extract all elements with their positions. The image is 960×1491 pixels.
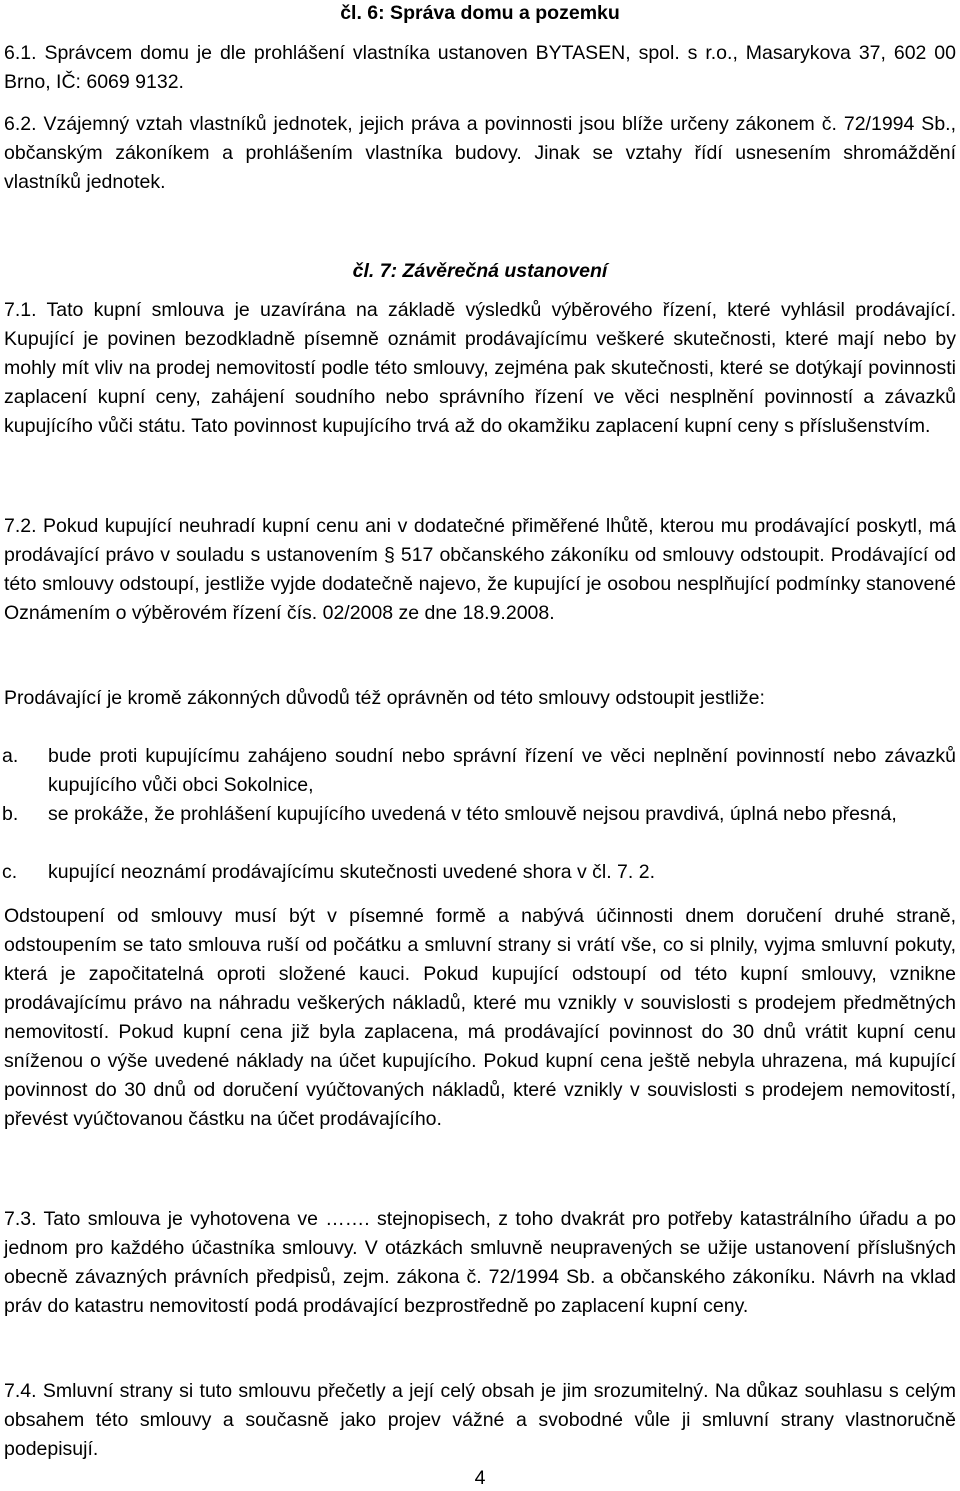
list-marker: c. — [2, 861, 18, 883]
paragraph-6-2: 6.2. Vzájemný vztah vlastníků jednotek, jejich práva a povinnosti jsou blíže určeny zákonem č. 72/1994 Sb., občanským zákoníkem a prohlášením vlastníka budovy. Jinak se vztahy řídí usnesením shromáždění vlastníků jednotek. — [4, 113, 956, 193]
list-item — [2, 800, 956, 829]
list-item — [2, 858, 956, 887]
paragraph-7-1: 7.1. Tato kupní smlouva je uzavírána na základě výsledků výběrového řízení, které vyhlásil prodávající. Kupující je povinen bezodkladně písemně oznámit prodávajícímu veškeré skutečnosti, které mají nebo by mohly mít vliv na prodej nemovitostí podle této smlouvy, zejména pak skutečnosti, které se dotýkají povinnosti zaplacení kupní ceny, zahájení soudního nebo správního řízení ve věci nesplnění povinností a závazků kupujícího vůči státu. Tato povinnost kupujícího trvá až do okamžiku zaplacení kupní ceny s příslušenstvím. — [4, 299, 956, 437]
paragraph-7-4: 7.4. Smluvní strany si tuto smlouvu přečetly a její celý obsah je jim srozumitelný. Na důkaz souhlasu s celým obsahem této smlouvy a současně jako projev vážné a svobodné vůle ji smluvní strany vlastnoručně podepisují. — [4, 1380, 956, 1460]
list-marker: b. — [2, 803, 19, 825]
paragraph-7-3: 7.3. Tato smlouva je vyhotovena ve ……. stejnopisech, z toho dvakrát pro potřeby katastrálního úřadu a po jednom pro každého účastníka smlouvy. V otázkách smluvně neupravených se užije ustanovení příslušných obecně závazných právních předpisů, zejm. zákona č. 72/1994 Sb. a občanského zákoníku. Návrh na vklad práv do katastru nemovitostí podá prodávající bezprostředně po zaplacení kupní ceny. — [4, 1208, 956, 1317]
list-item-text: se prokáže, že prohlášení kupujícího uvedená v této smlouvě nejsou pravdivá, úplná nebo přesná, — [48, 803, 897, 825]
list-item-text: bude proti kupujícímu zahájeno soudní nebo správní řízení ve věci neplnění povinností nebo závazků kupujícího vůči obci Sokolnice, — [48, 745, 956, 796]
list-item-text: kupující neoznámí prodávajícímu skutečnosti uvedené shora v čl. 7. 2. — [48, 861, 655, 883]
paragraph-withdrawal-intro: Prodávající je kromě zákonných důvodů též oprávněn od této smlouvy odstoupit jestliže: — [4, 687, 765, 709]
paragraph-withdrawal-effect: Odstoupení od smlouvy musí být v písemné formě a nabývá účinnosti dnem doručení druhé straně, odstoupením se tato smlouva ruší od počátku a smluvní strany si vrátí vše, co si plnily, vyjma smluvní pokuty, která je započitatelná oproti složené kauci. Pokud kupující odstoupí od této kupní smlouvy, vznikne prodávajícímu právo na náhradu veškerých nákladů, které mu vznikly v souvislosti s prodejem předmětných nemovitostí. Pokud kupní cena již byla zaplacena, má prodávající povinnost do 30 dnů vrátit kupní cenu sníženou o výše uvedené náklady na účet kupujícího. Pokud kupní cena ještě nebyla uhrazena, má kupující povinnost do 30 dnů od doručení vyúčtovaných nákladů, které vznikly v souvislosti s prodejem nemovitostí, převést vyúčtovanou částku na účet prodávajícího. — [4, 905, 956, 1130]
paragraph-6-1: 6.1. Správcem domu je dle prohlášení vlastníka ustanoven BYTASEN, spol. s r.o., Masarykova 37, 602 00 Brno, IČ: 6069 9132. — [4, 42, 956, 93]
paragraph-7-2: 7.2. Pokud kupující neuhradí kupní cenu ani v dodatečné přiměřené lhůtě, kterou mu prodávající poskytl, má prodávající právo v souladu s ustanovením § 517 občanského zákoníku od smlouvy odstoupit. Prodávající od této smlouvy odstoupí, jestliže vyjde dodatečně najevo, že kupující je osobou nesplňující podmínky stanovené Oznámením o výběrovém řízení čís. 02/2008 ze dne 18.9.2008. — [4, 515, 956, 624]
list-marker: a. — [2, 745, 19, 767]
article-6-heading: čl. 6: Správa domu a pozemku — [340, 2, 620, 24]
page-number: 4 — [474, 1467, 486, 1489]
article-7-heading: čl. 7: Závěrečná ustanovení — [352, 260, 608, 282]
list-item — [2, 742, 956, 800]
